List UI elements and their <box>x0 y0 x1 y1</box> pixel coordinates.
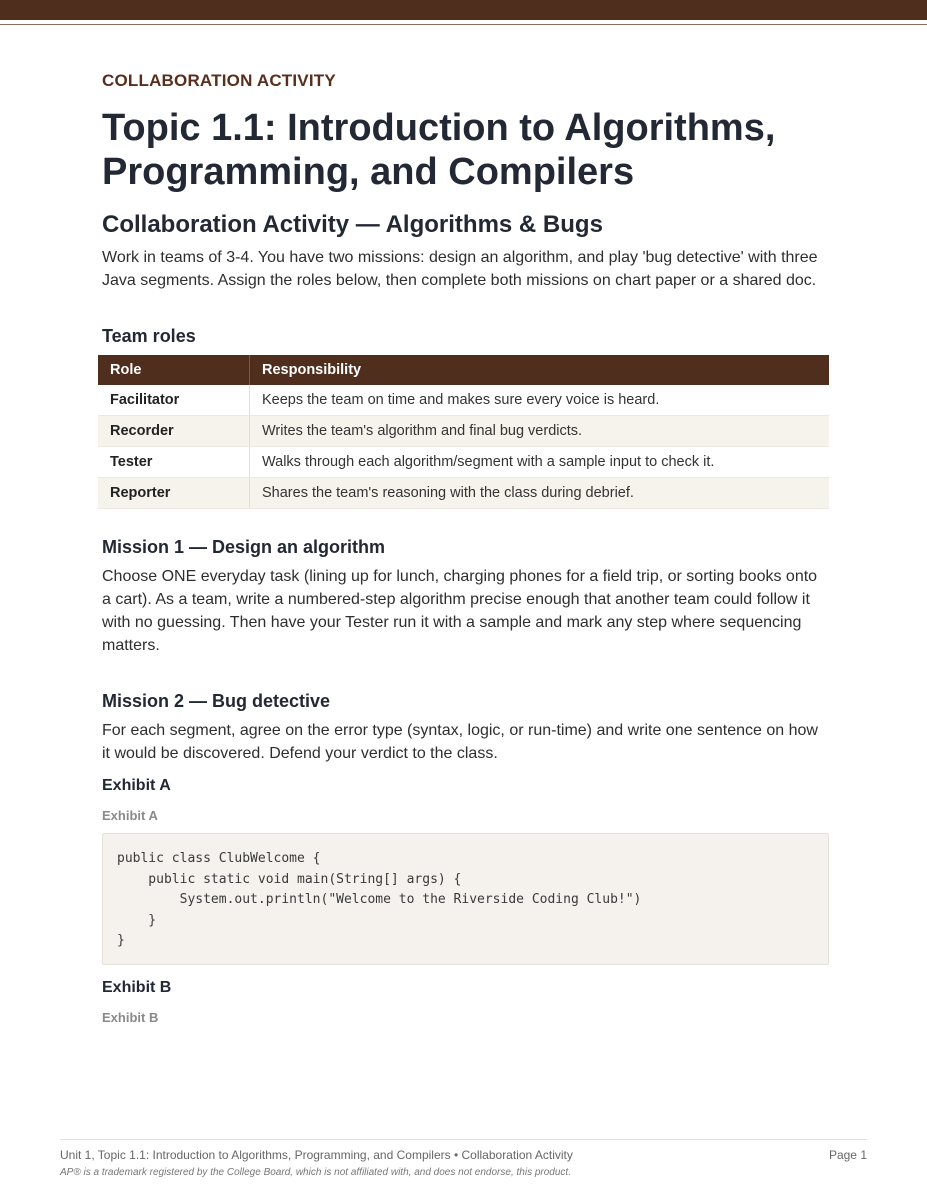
table-row <box>98 478 829 509</box>
table-row <box>98 385 829 416</box>
page-content <box>102 70 829 1027</box>
exhibit-a-heading: Exhibit A <box>102 777 171 794</box>
mission-1-body: Choose ONE everyday task (lining up for lunch, charging phones for a field trip, or sorting books onto a cart). As a team, write a numbered-step algorithm precise enough that another team could follow it with no guessing. Then have your Tester run it with a sample and mark any step where sequencing matters. <box>102 568 818 654</box>
table-row <box>98 416 829 447</box>
responsibility-cell: Shares the team's reasoning with the class during debrief. <box>250 478 830 509</box>
activity-subtitle: Collaboration Activity — Algorithms & Bugs <box>102 211 603 238</box>
role-cell: Reporter <box>98 478 250 509</box>
eyebrow-label: COLLABORATION ACTIVITY <box>102 71 336 90</box>
top-bar <box>0 0 927 20</box>
trademark-notice: AP® is a trademark registered by the College Board, which is not affiliated with, and does not endorse, this product. <box>60 1167 571 1178</box>
team-roles-heading: Team roles <box>102 326 196 346</box>
page-number: Page 1 <box>828 1148 867 1162</box>
responsibility-cell: Keeps the team on time and makes sure every voice is heard. <box>250 385 830 416</box>
roles-table <box>98 355 829 509</box>
code-line: } <box>117 933 125 948</box>
responsibility-cell: Writes the team's algorithm and final bug verdicts. <box>250 416 830 447</box>
role-cell: Tester <box>98 447 250 478</box>
role-cell: Facilitator <box>98 385 250 416</box>
column-header-responsibility: Responsibility <box>250 355 830 385</box>
responsibility-cell: Walks through each algorithm/segment with a sample input to check it. <box>250 447 830 478</box>
code-line: public class ClubWelcome { <box>117 851 321 866</box>
intro-paragraph: Work in teams of 3-4. You have two missions: design an algorithm, and play 'bug detective' with three Java segments. Assign the roles below, then complete both missions on chart paper or a shared doc. <box>102 249 818 289</box>
page-title: Topic 1.1: Introduction to Algorithms, Programming, and Compilers <box>102 107 776 193</box>
top-rule <box>0 24 927 25</box>
column-header-role: Role <box>98 355 250 385</box>
mission-2-heading: Mission 2 — Bug detective <box>102 691 331 711</box>
code-line: } <box>117 912 157 928</box>
mission-1-heading: Mission 1 — Design an algorithm <box>102 537 386 557</box>
code-line: public static void main(String[] args) { <box>117 871 462 887</box>
table-row <box>98 447 829 478</box>
exhibit-a-caption: Exhibit A <box>102 808 158 823</box>
exhibit-a-code-block <box>102 833 829 965</box>
exhibit-b-caption: Exhibit B <box>102 1010 159 1025</box>
exhibit-b-heading: Exhibit B <box>102 979 172 996</box>
mission-2-body: For each segment, agree on the error type (syntax, logic, or run-time) and write one sentence on how it would be discovered. Defend your verdict to the class. <box>102 722 818 762</box>
table-header-row <box>98 355 829 385</box>
role-cell: Recorder <box>98 416 250 447</box>
footer-rule <box>60 1139 867 1140</box>
footer-running-title: Unit 1, Topic 1.1: Introduction to Algorithms, Programming, and Compilers • Collaboration Activity <box>60 1148 573 1162</box>
code-line: System.out.println("Welcome to the Riverside Coding Club!") <box>117 892 642 907</box>
